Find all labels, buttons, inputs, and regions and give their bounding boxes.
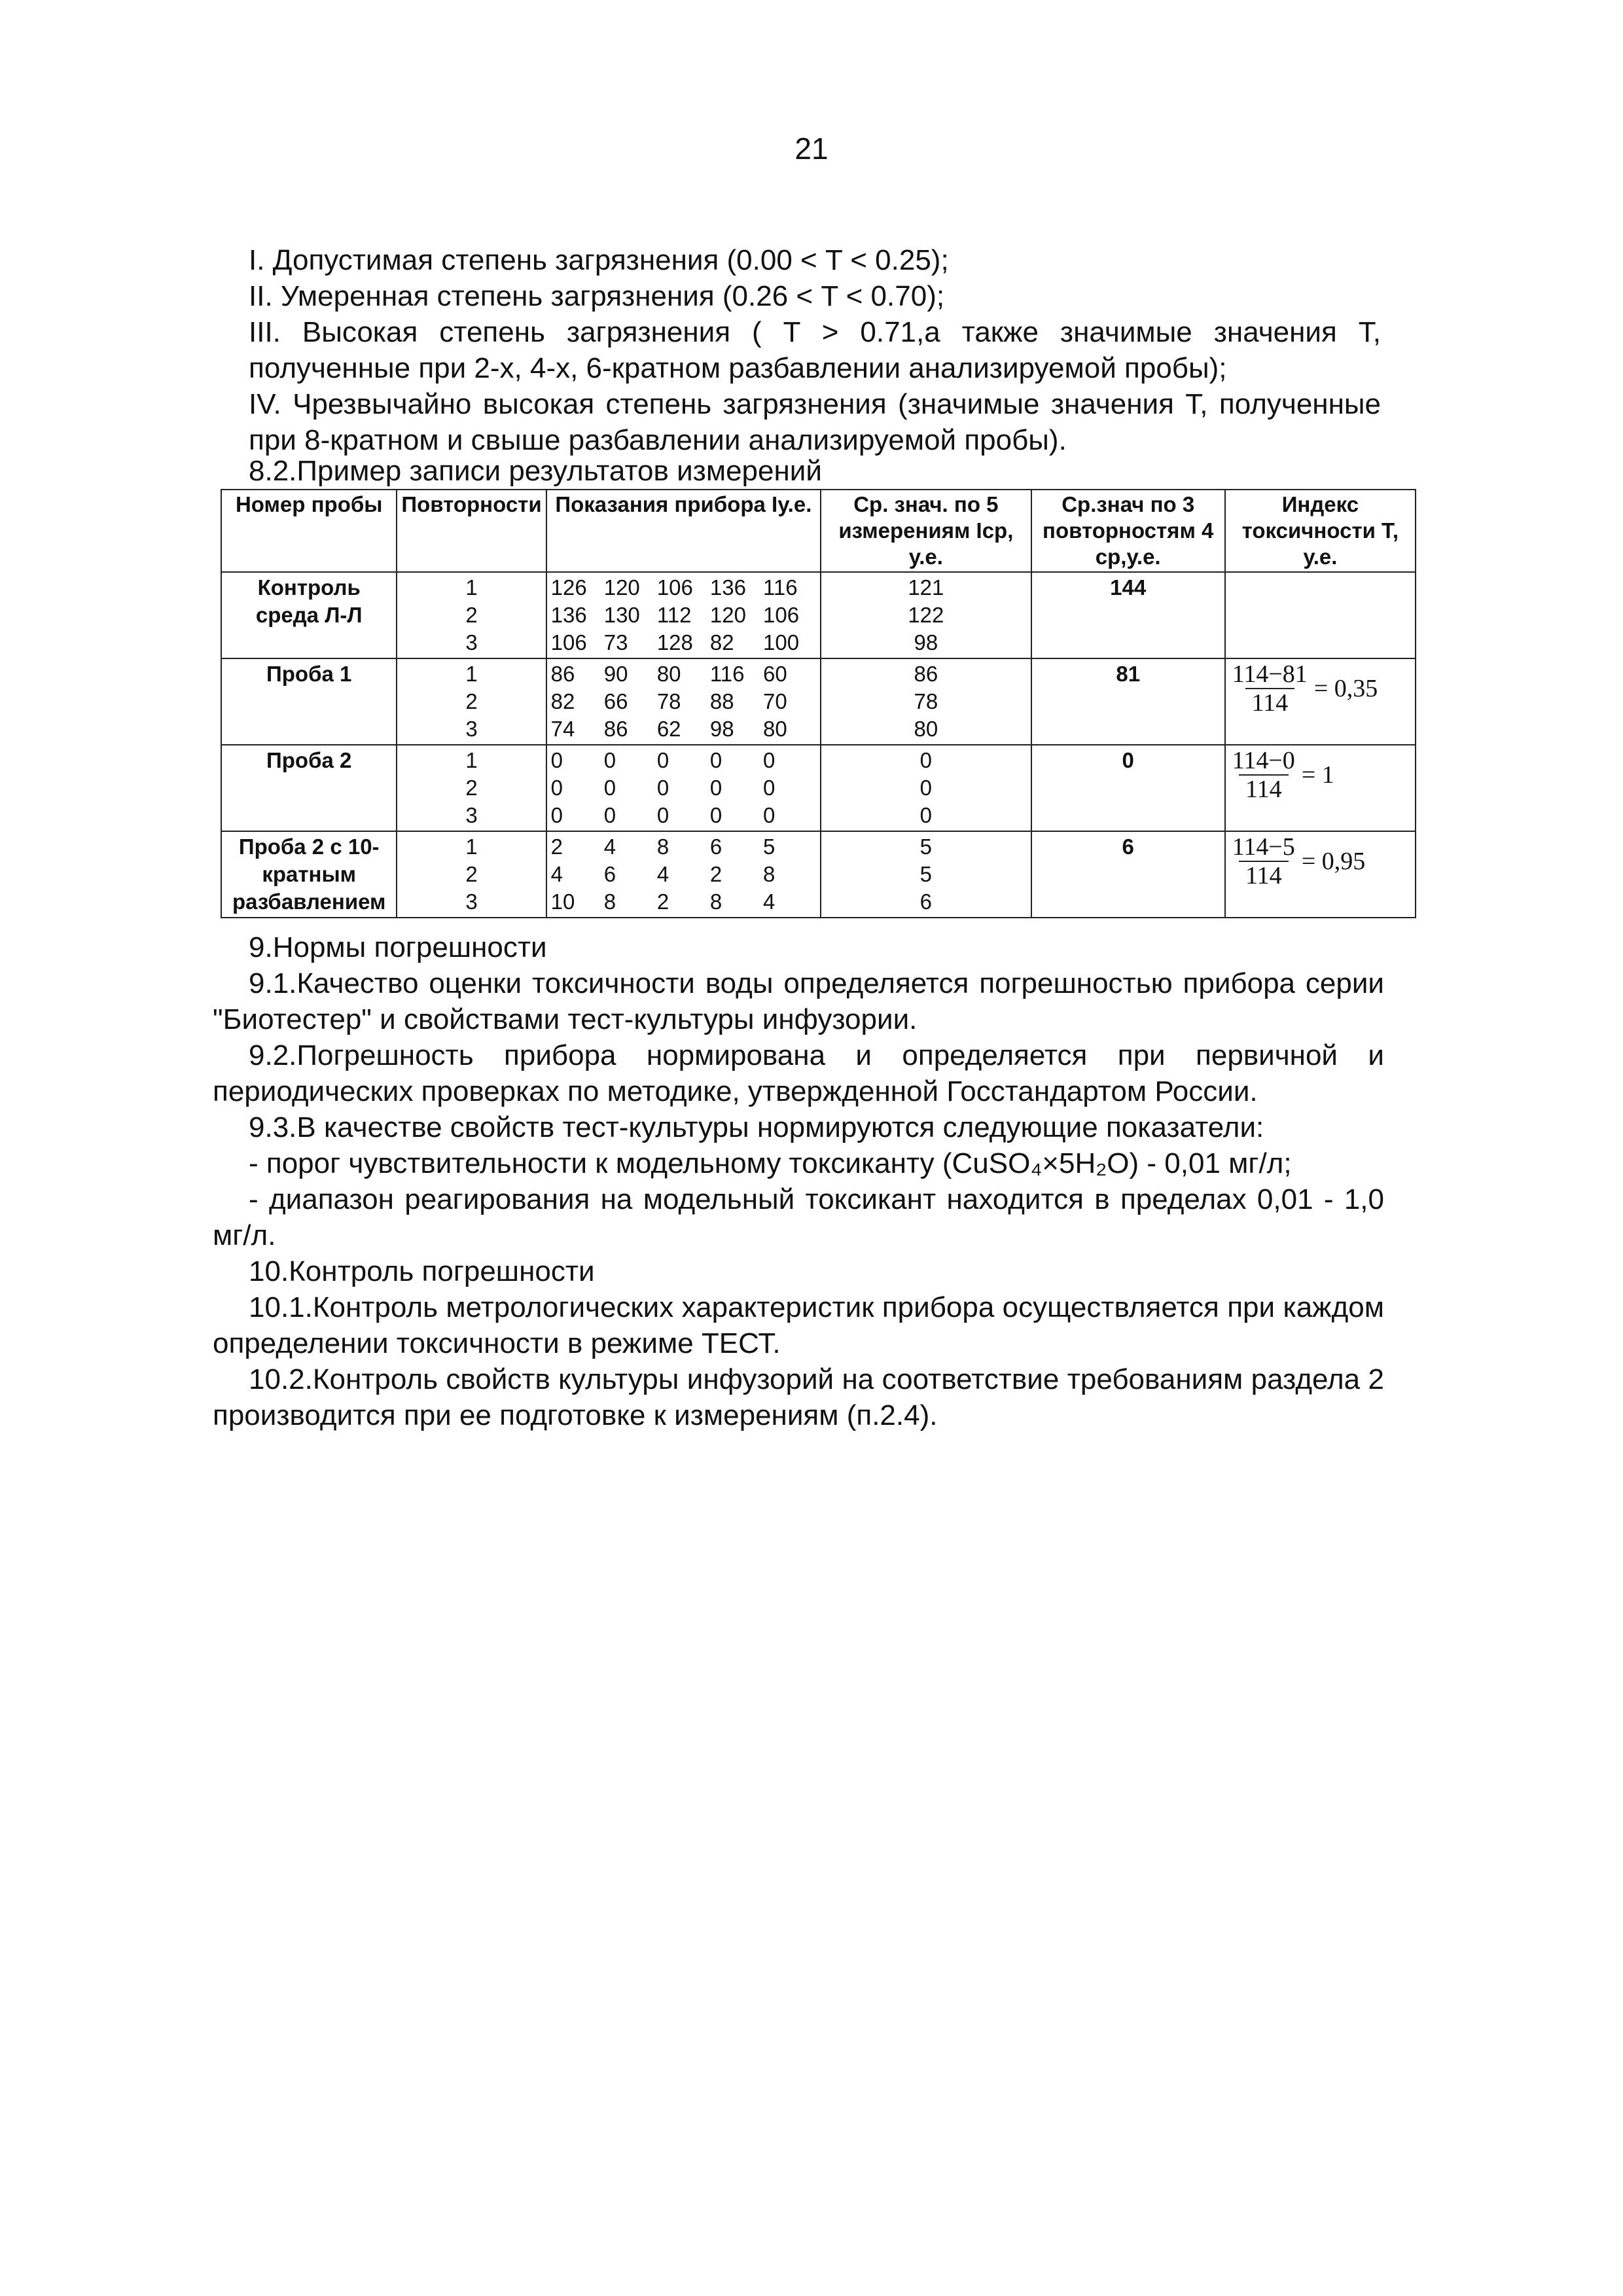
table-header-row [221,490,1416,572]
repeat-number: 1 [465,748,478,772]
readings-row [551,660,816,688]
paragraph: 9.Нормы погрешности [249,931,547,963]
fraction [1230,660,1310,717]
toxicity-index-cell [1225,572,1416,658]
fraction-numerator: 114−81 [1232,660,1308,688]
reading-value: 136 [550,603,587,627]
sample-name: Проба 2 с 10-кратным разбавлением [221,831,397,918]
header-readings: Показания прибора Iу.е. [546,490,821,572]
mean-3-value: 81 [1031,658,1225,745]
repeat-number: 2 [465,776,478,800]
table-row [221,572,1416,658]
reading-value: 70 [763,689,787,713]
fraction-numerator: 114−5 [1232,833,1295,861]
reading-value: 0 [709,748,722,772]
readings-row [551,715,816,743]
sample-name: Проба 1 [221,658,397,745]
repeat-numbers [397,831,546,918]
fraction [1230,747,1298,803]
readings-row [551,629,816,656]
reading-value: 0 [763,748,776,772]
reading-value: 4 [763,889,776,914]
reading-value: 4 [656,862,669,886]
mean-value: 5 [919,834,933,859]
reading-value: 0 [763,776,776,800]
header-mean-3: Ср.знач по 3 повторностям 4 ср,у.е. [1031,490,1225,572]
body-text [213,929,1384,1433]
reading-value: 80 [656,662,681,686]
paragraph: 10.Контроль погрешности [249,1255,595,1287]
reading-value: 0 [603,748,616,772]
sample-name: Проба 2 [221,745,397,831]
page-number: 21 [794,132,829,166]
reading-value: 0 [763,803,776,827]
repeat-number: 1 [465,834,478,859]
readings-row [551,888,816,916]
table-row [221,658,1416,745]
reading-value: 116 [709,662,745,686]
mean-value: 86 [914,662,938,686]
reading-value: 60 [763,662,787,686]
reading-value: 0 [709,803,722,827]
reading-value: 106 [656,575,693,600]
repeat-number: 3 [465,889,478,914]
toxicity-fraction [1230,833,1411,889]
reading-value: 8 [763,862,776,886]
fraction-denominator: 114 [1239,861,1289,889]
reading-value: 0 [656,748,669,772]
toxicity-index-cell [1225,831,1416,918]
mean-value: 0 [919,748,933,772]
reading-value: 100 [763,630,800,655]
fraction-denominator: 114 [1245,688,1295,717]
reading-value: 4 [603,834,616,859]
repeat-number: 2 [465,603,478,627]
reading-value: 106 [550,630,587,655]
reading-value: 82 [550,689,575,713]
reading-value: 74 [550,717,575,741]
readings-row [551,574,816,601]
mean-5-cell [821,745,1031,831]
readings-row [551,861,816,888]
mean-value: 80 [914,717,938,741]
fraction-result: = 0,95 [1301,848,1366,875]
reading-value: 130 [603,603,640,627]
mean-5-cell [821,572,1031,658]
readings-row [551,601,816,629]
mean-value: 5 [919,862,933,886]
reading-value: 0 [709,776,722,800]
reading-value: 8 [603,889,616,914]
reading-value: 2 [709,862,722,886]
repeat-number: 1 [465,575,478,600]
class-4: IV. Чрезвычайно высокая степень загрязнения (значимые значения Т, полученные при 8-кратном и свыше разбавлении анализируемой пробы). [249,388,1381,456]
reading-value: 128 [656,630,693,655]
reading-value: 120 [709,603,746,627]
class-1: I. Допустимая степень загрязнения (0.00 < T < 0.25); [249,244,949,276]
paragraph: 10.1.Контроль метрологических характеристик прибора осуществляется при каждом определении токсичности в режиме ТЕСТ. [213,1291,1384,1359]
header-sample: Номер пробы [221,490,397,572]
reading-value: 66 [603,689,628,713]
reading-value: 90 [603,662,628,686]
mean-value: 0 [919,776,933,800]
paragraph: 9.3.В качестве свойств тест-культуры нормируются следующие показатели: [249,1111,1264,1143]
readings-cell [546,572,821,658]
mean-value: 6 [919,889,933,914]
reading-value: 82 [709,630,734,655]
repeat-number: 2 [465,862,478,886]
pollution-classes [249,242,1381,458]
reading-value: 0 [603,803,616,827]
toxicity-index-cell [1225,658,1416,745]
mean-value: 0 [919,803,933,827]
paragraph: 10.2.Контроль свойств культуры инфузорий на соответствие требованиям раздела 2 производится при ее подготовке к измерениям (п.2.4). [213,1363,1384,1431]
reading-value: 0 [550,748,563,772]
reading-value: 10 [550,889,575,914]
reading-value: 6 [709,834,722,859]
reading-value: 73 [603,630,628,655]
mean-value: 122 [908,603,944,627]
repeat-number: 2 [465,689,478,713]
reading-value: 112 [656,603,692,627]
repeat-number: 3 [465,630,478,655]
reading-value: 6 [603,862,616,886]
readings-row [551,688,816,715]
repeat-number: 3 [465,803,478,827]
readings-cell [546,745,821,831]
toxicity-fraction [1230,747,1411,803]
class-2: II. Умеренная степень загрязнения (0.26 < T < 0.70); [249,280,945,312]
repeat-numbers [397,572,546,658]
header-toxicity-index: Индекс токсичности Т, у.е. [1225,490,1416,572]
reading-value: 106 [763,603,800,627]
reading-value: 8 [709,889,722,914]
reading-value: 0 [603,776,616,800]
header-repeats: Повторности [397,490,546,572]
table-row [221,745,1416,831]
reading-value: 78 [656,689,681,713]
repeat-numbers [397,745,546,831]
fraction-numerator: 114−0 [1232,747,1295,774]
table-row [221,831,1416,918]
fraction-result: = 0,35 [1313,675,1378,702]
sample-name: Контроль среда Л-Л [221,572,397,658]
reading-value: 2 [550,834,563,859]
reading-value: 8 [656,834,669,859]
readings-row [551,833,816,861]
readings-row [551,747,816,774]
reading-value: 0 [656,776,669,800]
reading-value: 136 [709,575,746,600]
repeat-number: 1 [465,662,478,686]
toxicity-index-cell [1225,745,1416,831]
paragraph: - диапазон реагирования на модельный токсикант находится в пределах 0,01 - 1,0 мг/л. [213,1183,1384,1251]
fraction-denominator: 114 [1239,774,1289,803]
fraction [1230,833,1298,889]
class-3: III. Высокая степень загрязнения ( T > 0.71,а также значимые значения Т, полученные при 2-х, 4-х, 6-кратном разбавлении анализируемой пробы); [249,316,1381,384]
reading-value: 5 [763,834,776,859]
mean-value: 78 [914,689,938,713]
paragraph: - порог чувствительности к модельному токсиканту (CuSO₄×5H₂O) - 0,01 мг/л; [249,1147,1292,1179]
repeat-number: 3 [465,717,478,741]
reading-value: 86 [603,717,628,741]
reading-value: 62 [656,717,681,741]
readings-row [551,774,816,802]
readings-cell [546,831,821,918]
readings-row [551,802,816,829]
readings-cell [546,658,821,745]
reading-value: 80 [763,717,787,741]
paragraph: 9.1.Качество оценки токсичности воды определяется погрешностью прибора серии "Биотестер" и свойствами тест-культуры инфузории. [213,967,1384,1035]
repeat-numbers [397,658,546,745]
reading-value: 88 [709,689,734,713]
mean-3-value: 6 [1031,831,1225,918]
fraction-result: = 1 [1301,761,1334,789]
results-table [221,489,1416,918]
reading-value: 86 [550,662,575,686]
reading-value: 120 [603,575,640,600]
reading-value: 2 [656,889,669,914]
reading-value: 98 [709,717,734,741]
reading-value: 0 [550,776,563,800]
header-mean-5: Ср. знач. по 5 измерениям Iср, у.е. [821,490,1031,572]
toxicity-fraction [1230,660,1411,717]
mean-5-cell [821,831,1031,918]
reading-value: 4 [550,862,563,886]
paragraph: 9.2.Погрешность прибора нормирована и определяется при первичной и периодических проверках по методике, утвержденной Госстандартом России. [213,1039,1384,1107]
mean-value: 98 [914,630,938,655]
mean-value: 121 [908,575,944,600]
reading-value: 126 [550,575,587,600]
section-8-2-title: 8.2.Пример записи результатов измерений [249,455,822,487]
mean-5-cell [821,658,1031,745]
reading-value: 0 [550,803,563,827]
mean-3-value: 144 [1031,572,1225,658]
reading-value: 0 [656,803,669,827]
reading-value: 116 [763,575,798,600]
mean-3-value: 0 [1031,745,1225,831]
